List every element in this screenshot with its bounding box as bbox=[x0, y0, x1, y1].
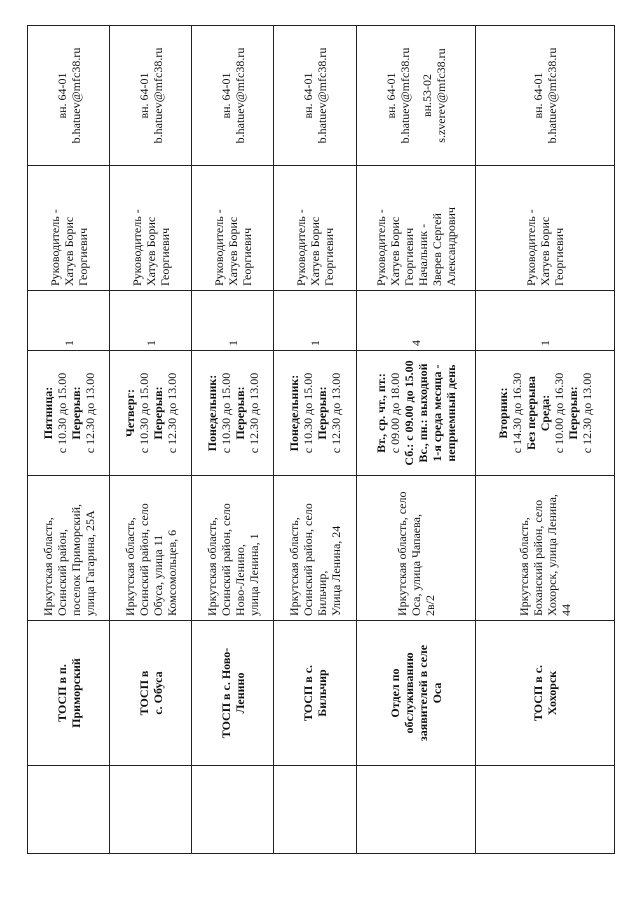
office-address-cell bbox=[192, 476, 274, 621]
office-address-line: 2в/2 bbox=[422, 595, 437, 616]
office-name-line: Бильчир bbox=[314, 669, 329, 717]
office-address-line: Иркутская область, bbox=[517, 517, 532, 616]
responsible-person-line: Руководитель - bbox=[524, 209, 539, 286]
staff-count-cell: 4 bbox=[356, 291, 476, 351]
office-address-cell bbox=[274, 476, 356, 621]
hours-line: с 09.00 до 18.00 bbox=[387, 372, 402, 454]
staff-count-cell: 1 bbox=[28, 291, 110, 351]
office-name-cell bbox=[274, 621, 356, 766]
office-address-line: Обуса, улица 11 bbox=[150, 534, 165, 616]
office-name-line: ТОСП в п. bbox=[54, 664, 69, 722]
office-hours-cell bbox=[192, 351, 274, 476]
responsible-person-line: Хатуев Борис bbox=[143, 216, 158, 286]
responsible-person-cell bbox=[274, 166, 356, 291]
office-address-line: улица Ленина, 1 bbox=[246, 533, 261, 616]
responsible-person-line: Хатуев Борис bbox=[538, 216, 553, 286]
office-address-line: Осинский район, село bbox=[300, 503, 315, 616]
responsible-person-cell bbox=[356, 166, 476, 291]
office-name-line: Отдел по bbox=[387, 668, 402, 718]
staff-count-cell: 1 bbox=[274, 291, 356, 351]
office-name-line: ТОСП в с. bbox=[300, 664, 315, 722]
office-hours-cell bbox=[110, 351, 192, 476]
office-hours-cell bbox=[356, 351, 476, 476]
email-address[interactable]: b.hatuev@mfc38.ru bbox=[314, 47, 329, 144]
hours-line: Понедельник: bbox=[204, 374, 219, 452]
office-address-line: Оса, улица Чапаева, bbox=[408, 514, 423, 616]
office-address-cell bbox=[110, 476, 192, 621]
hours-line: Пятница: bbox=[40, 386, 55, 440]
responsible-person-line: Хатуев Борис bbox=[61, 216, 76, 286]
office-name-cell bbox=[192, 621, 274, 766]
office-name-line: с. Обуса bbox=[150, 671, 165, 715]
responsible-person-line: Хатуев Борис bbox=[307, 216, 322, 286]
responsible-person-line: Руководитель - bbox=[293, 209, 308, 286]
hours-line: Четверг: bbox=[122, 389, 137, 437]
office-address-line: Осинский район, село bbox=[218, 503, 233, 616]
office-contacts-cell bbox=[192, 26, 274, 166]
office-address-line: Комсомольцев, 6 bbox=[164, 529, 179, 616]
email-address[interactable]: b.hatuev@mfc38.ru bbox=[232, 47, 247, 144]
responsible-person-line: Хатуев Борис bbox=[225, 216, 240, 286]
hours-line: Перерыв: bbox=[68, 386, 83, 440]
email-address[interactable]: b.hatuev@mfc38.ru bbox=[68, 47, 83, 144]
phone-extension: вн. 64-01 bbox=[531, 72, 546, 119]
office-row bbox=[356, 26, 476, 854]
office-name-cell bbox=[356, 621, 476, 766]
office-hours-cell bbox=[274, 351, 356, 476]
empty-cell-cell bbox=[28, 766, 110, 854]
office-address-cell bbox=[356, 476, 476, 621]
hours-line: 1-я среда месяца - bbox=[429, 364, 444, 462]
rotated-table-wrapper bbox=[27, 26, 615, 854]
hours-line: с 12.30 до 13.00 bbox=[82, 372, 97, 454]
office-address-line: Осинский район, bbox=[54, 528, 69, 616]
office-row bbox=[476, 26, 615, 854]
empty-cell-cell bbox=[192, 766, 274, 854]
office-address-line: Иркутская область, bbox=[122, 517, 137, 616]
email-address[interactable]: b.hatuev@mfc38.ru bbox=[150, 47, 165, 144]
staff-count-cell: 1 bbox=[476, 291, 615, 351]
email-address[interactable]: b.hatuev@mfc38.ru bbox=[397, 47, 412, 144]
responsible-person-line: Хатуев Борис bbox=[387, 216, 402, 286]
hours-line: Среда: bbox=[538, 394, 553, 432]
office-name-cell bbox=[110, 621, 192, 766]
phone-extension: вн. 64-01 bbox=[136, 72, 151, 119]
responsible-person-line: Начальник - bbox=[415, 223, 430, 286]
phone-extension: вн. 64-01 bbox=[54, 72, 69, 119]
rotated-table-sheet bbox=[27, 26, 615, 854]
hours-line: с 12.30 до 13.00 bbox=[164, 372, 179, 454]
office-contacts-cell bbox=[476, 26, 615, 166]
office-contacts-cell bbox=[356, 26, 476, 166]
office-address-line: Иркутская область, bbox=[40, 517, 55, 616]
office-name-cell bbox=[476, 621, 615, 766]
phone-extension: вн.53-02 bbox=[419, 73, 434, 118]
responsible-person-line: Руководитель - bbox=[211, 209, 226, 286]
office-address-line: Улица Ленина, 24 bbox=[328, 525, 343, 616]
office-name-line: ТОСП в bbox=[136, 670, 151, 716]
office-contacts-cell bbox=[274, 26, 356, 166]
office-address-line: Ново-Ленино, bbox=[232, 544, 247, 616]
phone-extension: вн. 64-01 bbox=[218, 72, 233, 119]
responsible-person-cell bbox=[28, 166, 110, 291]
hours-line: с 12.30 до 13.00 bbox=[246, 372, 261, 454]
office-row bbox=[274, 26, 356, 854]
office-address-line: Бильчир, bbox=[314, 570, 329, 616]
hours-line: Вторник: bbox=[496, 387, 511, 439]
responsible-person-line: Георгиевич bbox=[75, 227, 90, 286]
responsible-person-line: Георгиевич bbox=[401, 227, 416, 286]
hours-line: Сб.: с 09.00 до 15.00 bbox=[401, 360, 416, 466]
hours-line: Перерыв: bbox=[232, 386, 247, 440]
hours-line: Перерыв: bbox=[314, 386, 329, 440]
responsible-person-cell bbox=[476, 166, 615, 291]
office-name-line: Оса bbox=[429, 682, 444, 704]
responsible-person-line: Руководитель - bbox=[373, 209, 388, 286]
office-name-line: Хохорск bbox=[545, 670, 560, 716]
empty-cell-cell bbox=[274, 766, 356, 854]
office-address-line: Боханский район, село bbox=[531, 499, 546, 616]
office-contacts-cell bbox=[28, 26, 110, 166]
responsible-person-line: Георгиевич bbox=[321, 227, 336, 286]
office-address-line: Иркутская область, bbox=[204, 517, 219, 616]
hours-line: Перерыв: bbox=[566, 386, 581, 440]
office-address-line: 44 bbox=[559, 604, 574, 616]
office-name-line: обслуживанию bbox=[401, 652, 416, 734]
phone-extension: вн. 64-01 bbox=[300, 72, 315, 119]
responsible-person-line: Георгиевич bbox=[239, 227, 254, 286]
office-name-line: заявителей в селе bbox=[415, 644, 430, 742]
office-row bbox=[110, 26, 192, 854]
office-name-line: ТОСП в с. Ново- bbox=[218, 647, 233, 739]
responsible-person-cell bbox=[192, 166, 274, 291]
office-row bbox=[192, 26, 274, 854]
hours-line: Вт., ср. чт., пт.: bbox=[373, 373, 388, 453]
hours-line: Понедельник: bbox=[286, 374, 301, 452]
responsible-person-line: Георгиевич bbox=[157, 227, 172, 286]
office-name-line: Приморский bbox=[68, 658, 83, 728]
hours-line: Вс., пн.: выходной bbox=[415, 363, 430, 463]
hours-line: с 10.30 до 15.00 bbox=[300, 372, 315, 454]
office-name-line: ТОСП в с. bbox=[531, 664, 546, 722]
hours-line: с 10.30 до 15.00 bbox=[136, 372, 151, 454]
staff-count-cell: 1 bbox=[110, 291, 192, 351]
hours-line: Без перерыва bbox=[524, 376, 539, 450]
empty-cell-cell bbox=[356, 766, 476, 854]
responsible-person-line: Георгиевич bbox=[552, 227, 567, 286]
email-address[interactable]: s.zverev@mfc38.ru bbox=[433, 48, 448, 143]
office-hours-cell bbox=[476, 351, 615, 476]
hours-line: Перерыв: bbox=[150, 386, 165, 440]
office-address-line: Осинский район, село bbox=[136, 503, 151, 616]
office-row bbox=[28, 26, 110, 854]
responsible-person-line: Александрович bbox=[443, 207, 458, 286]
offices-table bbox=[27, 25, 615, 854]
responsible-person-line: Зверев Сергей bbox=[429, 213, 444, 286]
office-address-cell bbox=[28, 476, 110, 621]
office-address-cell bbox=[476, 476, 615, 621]
hours-line: неприемный день bbox=[443, 364, 458, 462]
office-contacts-cell bbox=[110, 26, 192, 166]
responsible-person-line: Руководитель - bbox=[129, 209, 144, 286]
office-address-line: Хохорск, улица Ленина, bbox=[545, 494, 560, 616]
office-address-line: поселок Приморский, bbox=[68, 503, 83, 616]
office-address-line: улица Гагарина, 25А bbox=[82, 510, 97, 616]
hours-line: с 10.00 до 16.30 bbox=[552, 372, 567, 454]
office-hours-cell bbox=[28, 351, 110, 476]
hours-line: с 12.30 до 13.00 bbox=[580, 372, 595, 454]
office-name-line: Ленино bbox=[232, 672, 247, 714]
office-name-cell bbox=[28, 621, 110, 766]
hours-line: с 10.30 до 15.00 bbox=[54, 372, 69, 454]
empty-cell-cell bbox=[476, 766, 615, 854]
hours-line: с 14.30 до 16.30 bbox=[510, 372, 525, 454]
phone-extension: вн. 64-01 bbox=[383, 72, 398, 119]
staff-count-cell: 1 bbox=[192, 291, 274, 351]
hours-line: с 12.30 до 13.00 bbox=[328, 372, 343, 454]
empty-cell-cell bbox=[110, 766, 192, 854]
email-address[interactable]: b.hatuev@mfc38.ru bbox=[545, 47, 560, 144]
responsible-person-line: Руководитель - bbox=[47, 209, 62, 286]
hours-line: с 10.30 до 15.00 bbox=[218, 372, 233, 454]
office-address-line: Иркутская область, bbox=[286, 517, 301, 616]
office-address-line: Иркутская область, село bbox=[394, 491, 409, 616]
responsible-person-cell bbox=[110, 166, 192, 291]
